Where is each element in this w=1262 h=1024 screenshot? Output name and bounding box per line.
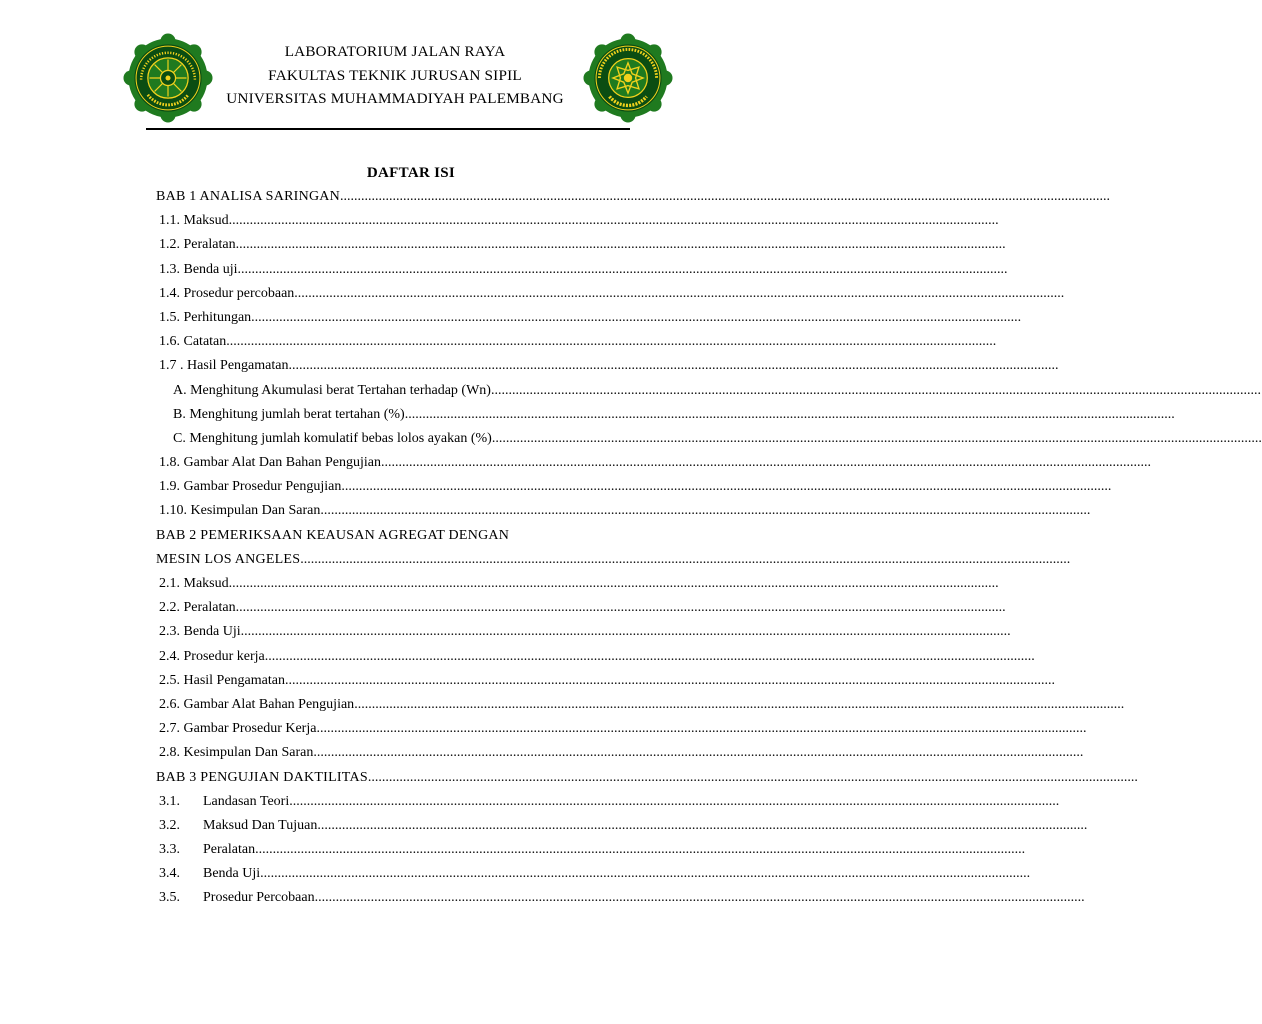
toc-entry-text: Maksud Dan Tujuan [203, 817, 318, 833]
toc-entry-text: Peralatan [203, 842, 256, 858]
toc-entry-text: Landasan Teori [203, 793, 290, 809]
toc-entry [156, 814, 1088, 838]
toc-entry-label [159, 717, 316, 741]
toc-entry-label [159, 741, 313, 765]
dot-leader: ............................................................................................................................................................................................................................ [490, 382, 1261, 398]
toc-entry-label [156, 766, 368, 790]
toc-entry-text: 1.10. Kesimpulan Dan Saran [159, 503, 321, 519]
toc-entry [156, 620, 1011, 644]
toc-entry [156, 886, 1085, 910]
letterhead [210, 40, 580, 111]
dot-leader: ............................................................................................................................................................................................................................ [316, 721, 1087, 737]
toc-entry-label [159, 451, 381, 475]
toc-entry [156, 499, 1091, 523]
toc-entry-label [156, 548, 300, 572]
dot-leader: ............................................................................................................................................................................................................................ [491, 430, 1262, 446]
dot-leader: ............................................................................................................................................................................................................................ [251, 309, 1022, 325]
toc-entry [156, 741, 1084, 765]
toc-entry [156, 330, 997, 354]
toc-entry-text: 2.6. Gambar Alat Bahan Pengujian [159, 696, 355, 712]
toc-entry-label [159, 306, 251, 330]
toc-entry [156, 645, 1035, 669]
toc-entry-text: 2.7. Gambar Prosedur Kerja [159, 721, 317, 737]
toc-entry [156, 790, 1060, 814]
toc-entry-label [159, 475, 341, 499]
toc-entry-text: Benda Uji [203, 866, 261, 882]
toc-entry-label [159, 862, 260, 886]
toc-entry-label [159, 209, 229, 233]
dot-leader: ............................................................................................................................................................................................................................ [317, 817, 1088, 833]
dot-leader: ............................................................................................................................................................................................................................ [240, 624, 1011, 640]
toc-entry-text: 1.3. Benda uji [159, 261, 238, 277]
toc-entry-text: 1.4. Prosedur percobaan [159, 285, 295, 301]
toc-entry [156, 403, 1175, 427]
table-of-contents [156, 185, 1262, 911]
toc-entry-text: 2.8. Kesimpulan Dan Saran [159, 745, 314, 761]
toc-entry-number: 3.5. [159, 890, 180, 906]
toc-entry-text: 2.2. Peralatan [159, 600, 236, 616]
toc-entry-label [159, 330, 226, 354]
toc-entry-label [173, 403, 405, 427]
toc-entry-text: BAB 2 PEMERIKSAAN KEAUSAN AGREGAT DENGAN [156, 527, 510, 543]
toc-entry-label [159, 693, 354, 717]
toc-entry-label [173, 427, 492, 451]
toc-entry-text: 1.8. Gambar Alat Dan Bahan Pengujian [159, 455, 382, 471]
dot-leader: ............................................................................................................................................................................................................................ [320, 503, 1091, 519]
dot-leader: ............................................................................................................................................................................................................................ [260, 866, 1031, 882]
toc-entry-label [159, 620, 241, 644]
toc-entry-label [159, 596, 236, 620]
dot-leader: ............................................................................................................................................................................................................................ [235, 600, 1006, 616]
toc-entry [156, 548, 1071, 572]
toc-entry-label [156, 185, 340, 209]
toc-title: DAFTAR ISI [366, 165, 456, 181]
toc-entry-label [159, 282, 294, 306]
toc-entry-text: 2.3. Benda Uji [159, 624, 241, 640]
toc-entry [156, 717, 1087, 741]
dot-leader: ............................................................................................................................................................................................................................ [284, 672, 1055, 688]
faculty-seal-icon [126, 36, 210, 120]
toc-entry [156, 862, 1031, 886]
toc-entry [156, 185, 1111, 209]
toc-entry-number: 3.1. [159, 793, 180, 809]
toc-entry-label [159, 838, 255, 862]
toc-entry [156, 838, 1026, 862]
dot-leader: ............................................................................................................................................................................................................................ [288, 358, 1059, 374]
header-divider [146, 128, 630, 130]
toc-entry [156, 596, 1006, 620]
toc-entry [156, 209, 999, 233]
dot-leader: ............................................................................................................................................................................................................................ [340, 189, 1111, 204]
toc-entry-label [173, 379, 491, 403]
dot-leader: ............................................................................................................................................................................................................................ [341, 479, 1112, 495]
dot-leader: ............................................................................................................................................................................................................................ [314, 890, 1085, 906]
toc-entry [156, 572, 999, 596]
university-seal-icon [586, 36, 670, 120]
toc-entry-text: 1.9. Gambar Prosedur Pengujian [159, 479, 342, 495]
toc-entry [156, 451, 1152, 475]
toc-entry-label [159, 572, 229, 596]
toc-entry-label [159, 790, 289, 814]
dot-leader: ............................................................................................................................................................................................................................ [235, 237, 1006, 253]
toc-entry-text: B. Menghitung jumlah berat tertahan (%) [173, 406, 405, 422]
toc-entry-text: A. Menghitung Akumulasi berat Tertahan terhadap (Wn) [173, 382, 491, 398]
dot-leader: ............................................................................................................................................................................................................................ [313, 745, 1084, 761]
toc-entry-label [159, 233, 236, 257]
toc-entry-label [159, 499, 320, 523]
toc-entry-text: BAB 1 ANALISA SARINGAN [156, 189, 341, 204]
toc-entry-label [159, 814, 317, 838]
toc-entry-label [159, 886, 315, 910]
dot-leader: ............................................................................................................................................................................................................................ [255, 842, 1026, 858]
toc-entry-text: Prosedur Percobaan [203, 890, 315, 906]
toc-entry-text: 2.4. Prosedur kerja [159, 648, 265, 664]
toc-entry [156, 379, 1261, 403]
toc-entry-label [159, 354, 288, 378]
dot-leader: ............................................................................................................................................................................................................................ [228, 213, 999, 229]
toc-entry [156, 258, 1008, 282]
faculty-name: FAKULTAS TEKNIK JURUSAN SIPIL [268, 66, 522, 84]
dot-leader: ............................................................................................................................................................................................................................ [264, 648, 1035, 664]
toc-entry [156, 669, 1055, 693]
dot-leader: ............................................................................................................................................................................................................................ [237, 261, 1008, 277]
toc-entry-text: 1.2. Peralatan [159, 237, 236, 253]
toc-entry [156, 427, 1262, 451]
dot-leader: ............................................................................................................................................................................................................................ [381, 455, 1152, 471]
dot-leader: ............................................................................................................................................................................................................................ [226, 334, 997, 350]
dot-leader: ............................................................................................................................................................................................................................ [354, 696, 1125, 712]
toc-entry-text: 2.1. Maksud [159, 576, 229, 591]
toc-entry-text: C. Menghitung jumlah komulatif bebas lolos ayakan (%) [173, 430, 492, 446]
toc-entry-label [159, 258, 238, 282]
toc-entry-text: 1.6. Catatan [159, 334, 227, 350]
toc-entry-label [156, 524, 509, 548]
dot-leader: ............................................................................................................................................................................................................................ [294, 285, 1065, 301]
dot-leader: ............................................................................................................................................................................................................................ [300, 551, 1071, 567]
dot-leader: ............................................................................................................................................................................................................................ [289, 793, 1060, 809]
toc-entry-text: MESIN LOS ANGELES [156, 551, 301, 567]
toc-entry-label [159, 645, 265, 669]
dot-leader: ............................................................................................................................................................................................................................ [404, 406, 1175, 422]
toc-entry-text: 1.5. Perhitungan [159, 309, 252, 325]
toc-entry [156, 282, 1065, 306]
dot-leader: ............................................................................................................................................................................................................................ [228, 576, 999, 591]
toc-entry-text: 1.1. Maksud [159, 213, 229, 229]
toc-entry [156, 524, 656, 548]
toc-entry-text: 1.7 . Hasil Pengamatan [159, 358, 289, 374]
toc-entry [156, 475, 1112, 499]
toc-entry-number: 3.4. [159, 866, 180, 882]
toc-entry [156, 693, 1125, 717]
lab-name: LABORATORIUM JALAN RAYA [284, 43, 506, 60]
toc-entry [156, 233, 1006, 257]
toc-entry-number: 3.3. [159, 842, 180, 858]
toc-entry [156, 306, 1022, 330]
toc-entry-number: 3.2. [159, 817, 180, 833]
toc-entry [156, 766, 1138, 790]
dot-leader: ............................................................................................................................................................................................................................ [367, 769, 1138, 785]
university-name: UNIVERSITAS MUHAMMADIYAH PALEMBANG [226, 90, 564, 107]
toc-entry-text: BAB 3 PENGUJIAN DAKTILITAS [156, 769, 368, 785]
toc-entry-label [159, 669, 285, 693]
toc-entry-text: 2.5. Hasil Pengamatan [159, 672, 285, 688]
toc-entry [156, 354, 1059, 378]
